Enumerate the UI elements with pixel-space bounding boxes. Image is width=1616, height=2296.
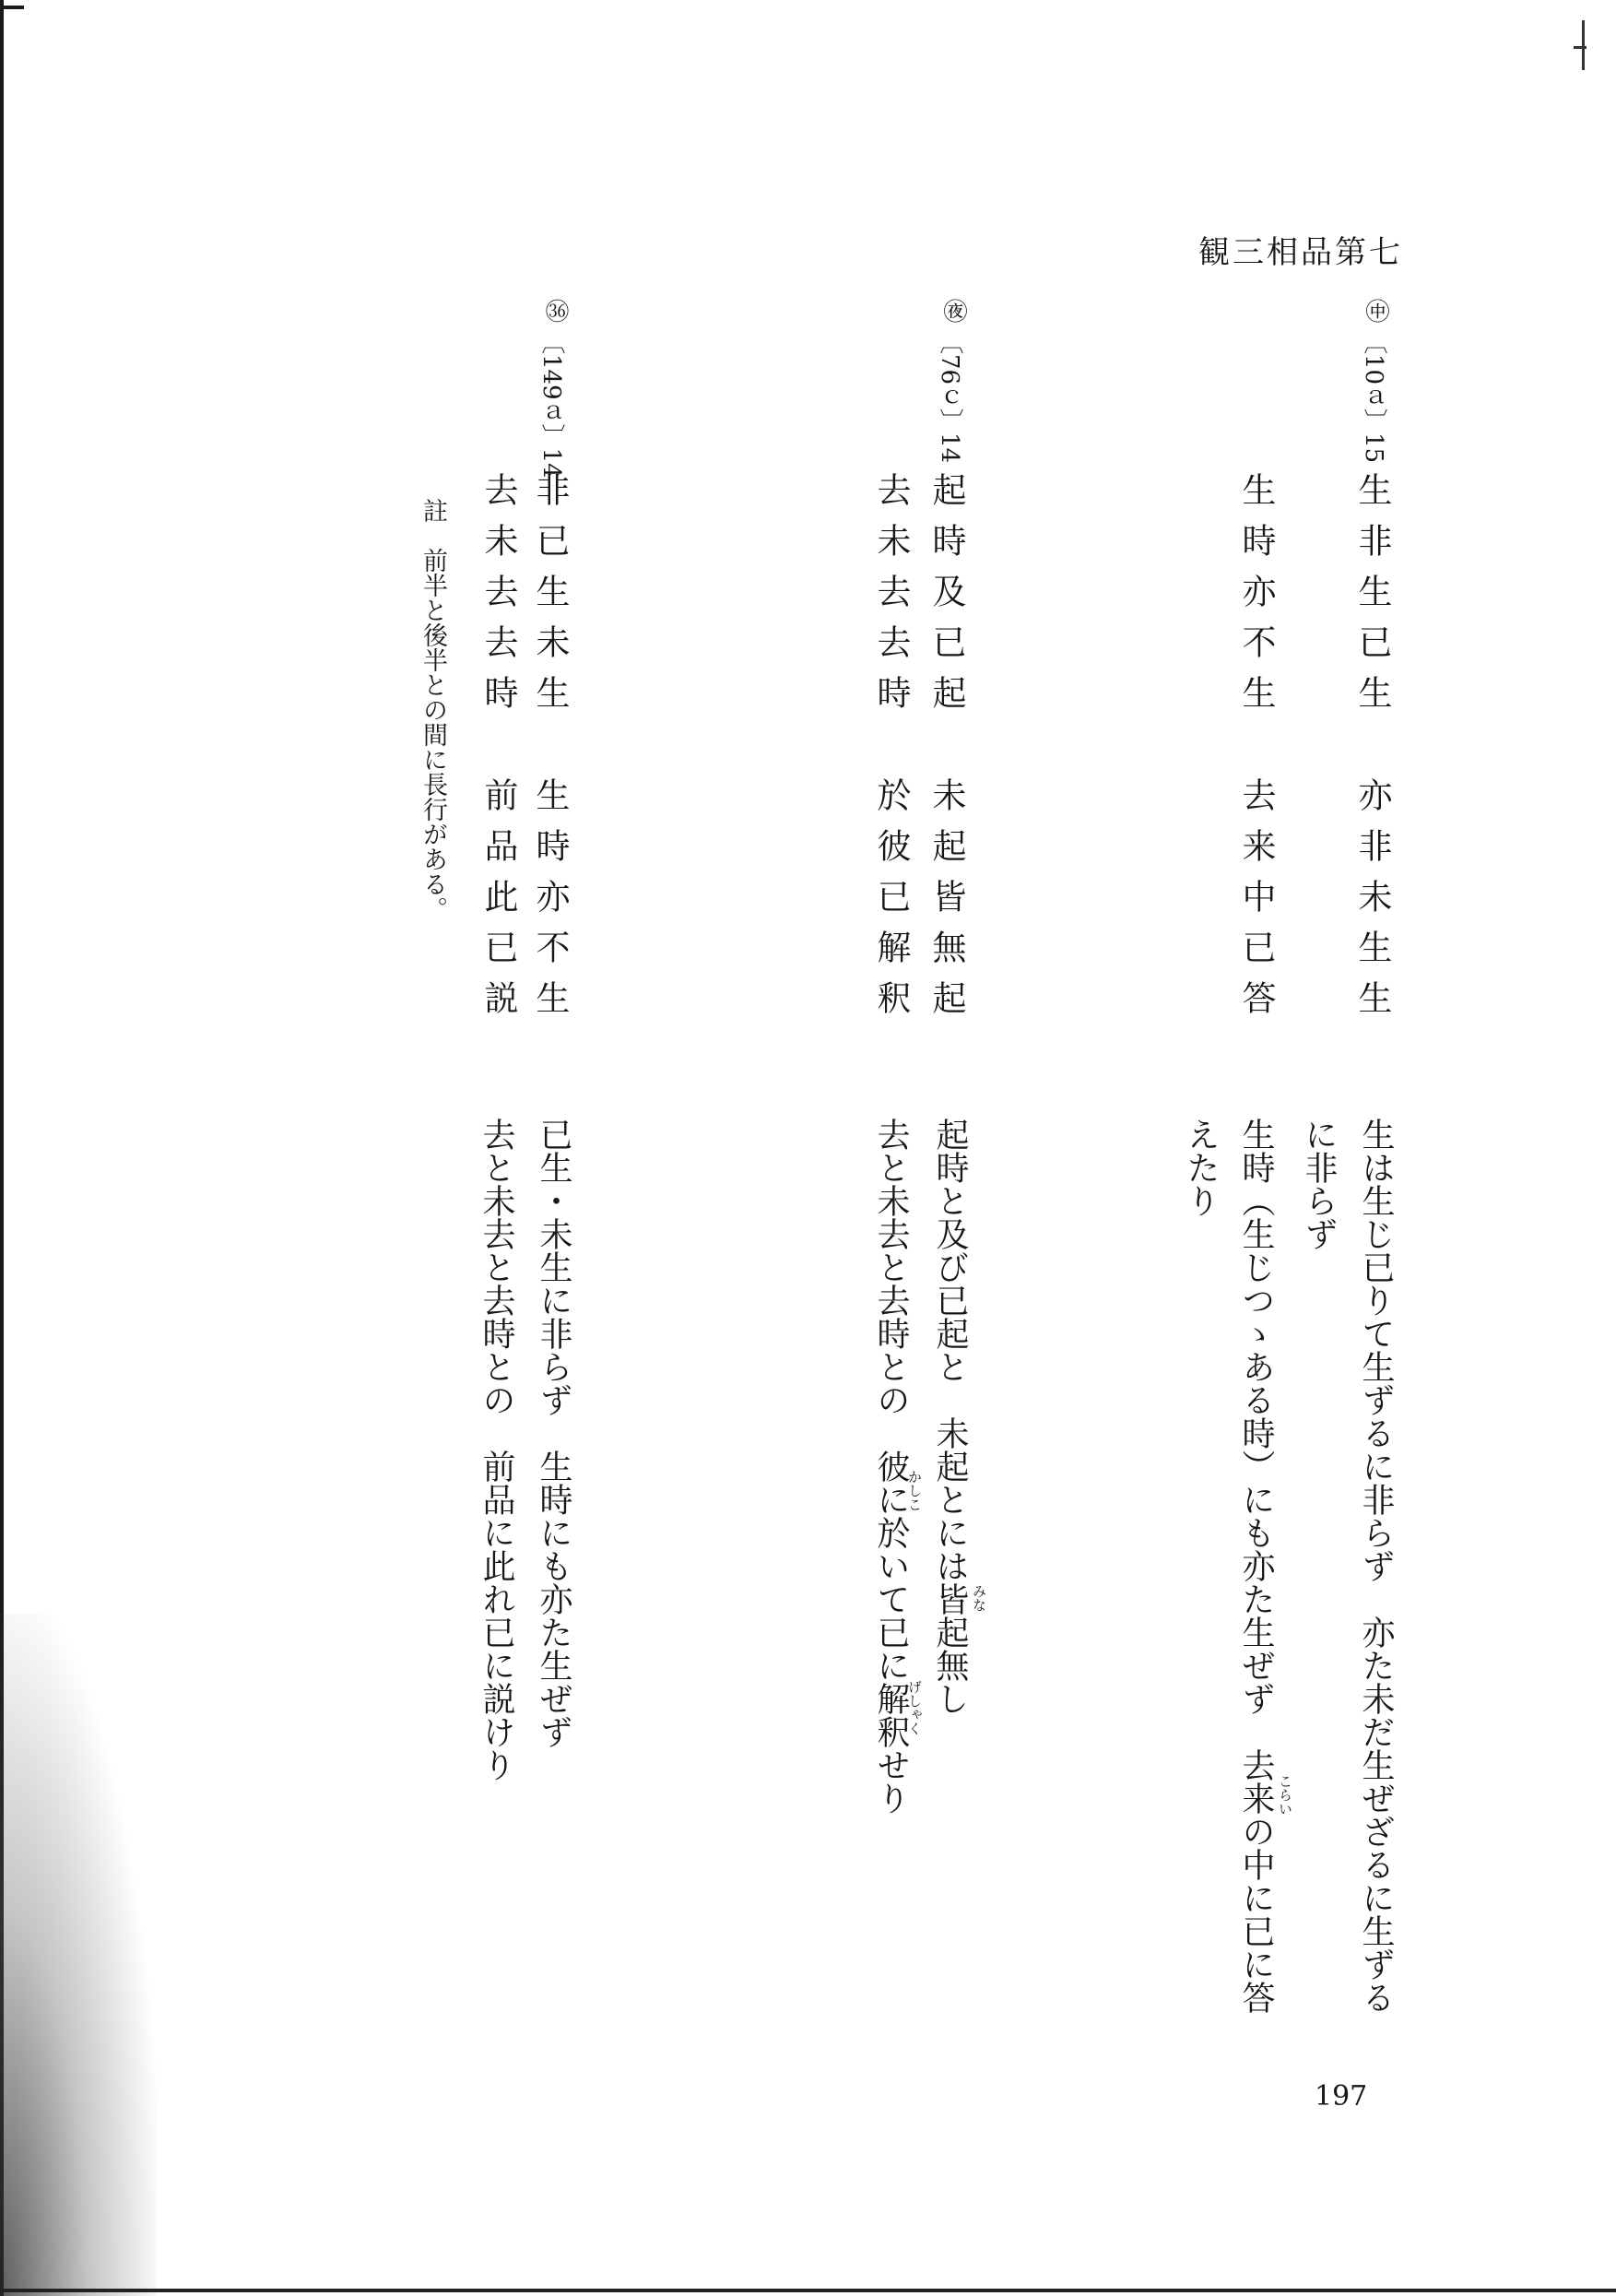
scan-edge-mark [1574, 46, 1587, 49]
translation-line: に非らず [1300, 1118, 1338, 1250]
verse-line: 於彼已解釈 [871, 777, 911, 1031]
ruby-annotation: みな [971, 1584, 987, 1612]
verse-line: 生時亦不生 [530, 777, 570, 1031]
verse-line: 生時亦不生 [1236, 472, 1276, 726]
ruby-annotation: げしゃく [906, 1680, 923, 1735]
footnote: 註 前半と後半との間に長行がある。 [419, 498, 447, 921]
verse-line: 去未去去時 [478, 472, 518, 726]
translation-line: 已生・未生に非らず 生時にも亦た生ぜず [535, 1118, 572, 1748]
ruby-annotation: こらい [1277, 1774, 1293, 1816]
source-reference: 〔76ｃ〕14 [936, 330, 963, 464]
source-mark: ㊱ [541, 299, 569, 323]
verse-line: 生非生已生 [1352, 472, 1392, 726]
verse-line: 非已生未生 [530, 472, 570, 726]
verse-line: 前品此已説 [478, 777, 518, 1031]
verse-line: 未起皆無起 [926, 777, 966, 1031]
ruby-annotation: かしこ [906, 1470, 923, 1511]
scan-edge-mark [4, 6, 24, 9]
translation-line: 生は生じ已りて生ずるに非らず 亦た未だ生ぜざるに生ずる [1357, 1118, 1395, 2014]
source-reference: 〔10ａ〕15 [1360, 330, 1387, 464]
verse-line: 去未去去時 [871, 472, 911, 726]
translation-line: 去と未去と去時との 彼に於いて已に解釈せり [872, 1118, 910, 1815]
source-mark: ㊰ [939, 299, 967, 323]
running-header: 観三相品第七 [1198, 234, 1403, 271]
page-number: 197 [1315, 2080, 1368, 2113]
source-reference: 〔149ａ〕14 [537, 330, 565, 479]
translation-line: えたり [1182, 1118, 1220, 1217]
translation-line: 生時（生じつゝある時）にも亦た生ぜず 去来の中に已に答 [1237, 1118, 1275, 2014]
translation-line: 起時と及び已起と 未起とには皆起無し [931, 1118, 969, 1715]
verse-line: 去来中已答 [1236, 777, 1276, 1031]
scan-shadow [0, 1614, 157, 2296]
scan-edge-mark [1582, 20, 1585, 70]
scan-edge-bottom [0, 2289, 1616, 2292]
source-mark: ㊥ [1362, 299, 1389, 323]
verse-line: 亦非未生生 [1352, 777, 1392, 1031]
translation-line: 去と未去と去時との 前品に此れ已に説けり [478, 1118, 515, 1781]
verse-line: 起時及已起 [926, 472, 966, 726]
